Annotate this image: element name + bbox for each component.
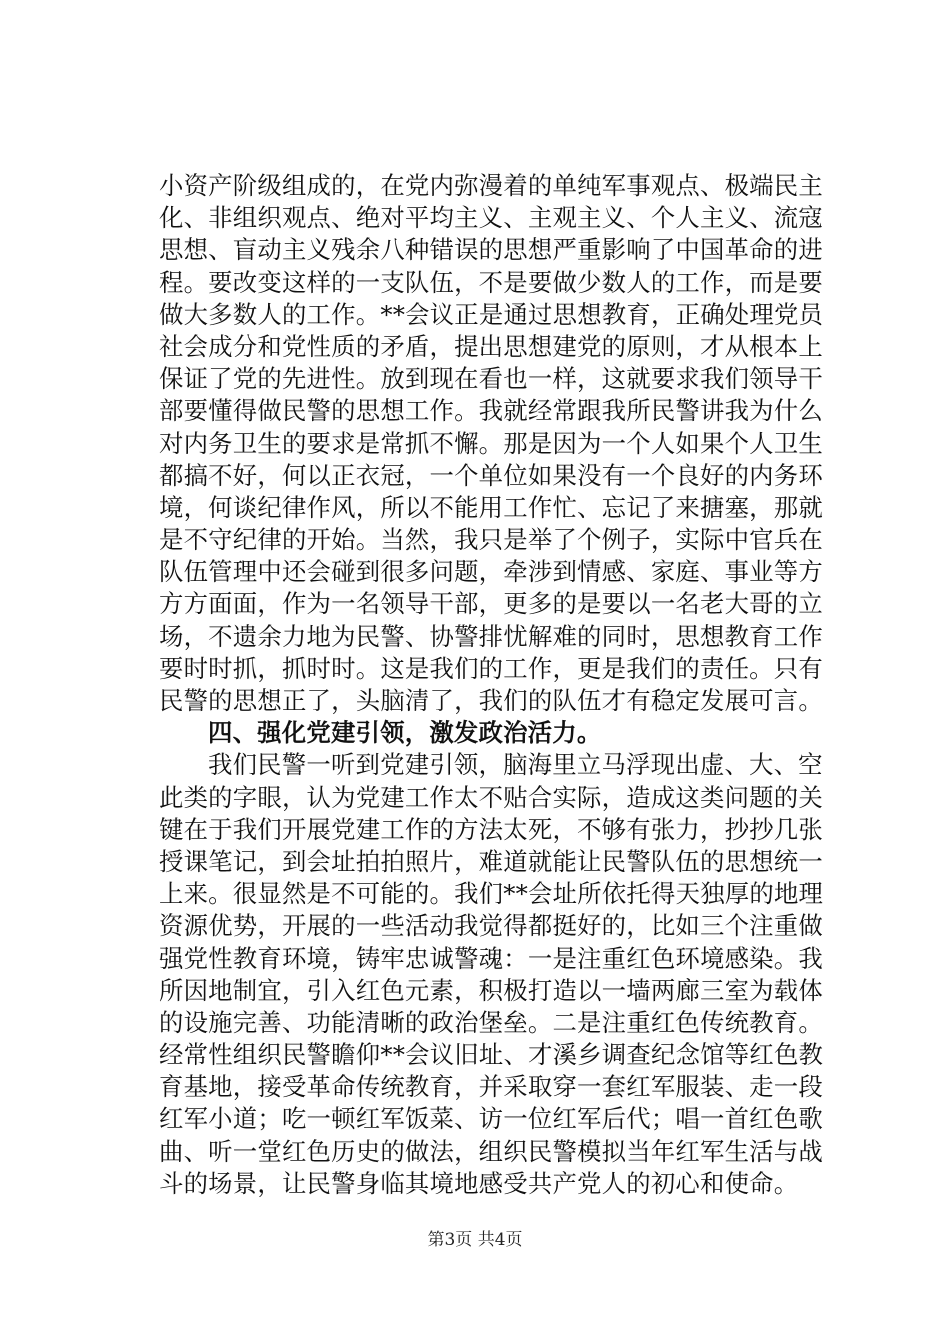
body-line: 强党性教育环境，铸牢忠诚警魂：一是注重红色环境感染。我 <box>159 943 823 973</box>
body-line: 队伍管理中还会碰到很多问题，牵涉到情感、家庭、事业等方 <box>159 557 823 587</box>
body-line: 育基地，接受革命传统教育，并采取穿一套红军服装、走一段 <box>159 1072 823 1102</box>
body-line: 境，何谈纪律作风，所以不能用工作忙、忘记了来搪塞，那就 <box>159 492 823 522</box>
body-line: 授课笔记，到会址拍拍照片，难道就能让民警队伍的思想统一 <box>159 846 823 876</box>
page-footer: 第3页 共4页 <box>427 1230 523 1250</box>
body-line: 小资产阶级组成的，在党内弥漫着的单纯军事观点、极端民主 <box>159 171 823 200</box>
body-line: 民警的思想正了，头脑清了，我们的队伍才有稳定发展可言。 <box>159 686 823 715</box>
body-line: 对内务卫生的要求是常抓不懈。那是因为一个人如果个人卫生 <box>159 428 823 458</box>
body-line: 此类的字眼，认为党建工作太不贴合实际，造成这类问题的关 <box>159 782 823 812</box>
body-line: 键在于我们开展党建工作的方法太死，不够有张力，抄抄几张 <box>159 814 823 844</box>
body-line: 曲、听一堂红色历史的做法，组织民警模拟当年红军生活与战 <box>159 1136 823 1166</box>
body-line: 思想、盲动主义残余八种错误的思想严重影响了中国革命的进 <box>159 235 823 265</box>
body-line: 红军小道；吃一顿红军饭菜、访一位红军后代；唱一首红色歌 <box>159 1104 823 1134</box>
body-line: 都搞不好，何以正衣冠，一个单位如果没有一个良好的内务环 <box>159 460 823 490</box>
document-body <box>159 170 824 1200</box>
body-line: 社会成分和党性质的矛盾，提出思想建党的原则，才从根本上 <box>159 331 823 361</box>
body-line: 场，不遗余力地为民警、协警排忧解难的同时，思想教育工作 <box>159 621 823 651</box>
body-line: 程。要改变这样的一支队伍，不是要做少数人的工作，而是要 <box>159 267 823 297</box>
body-line: 所因地制宜，引入红色元素，积极打造以一墙两廊三室为载体 <box>159 975 823 1005</box>
body-line: 做大多数人的工作。**会议正是通过思想教育，正确处理党员 <box>159 299 824 329</box>
body-line: 化、非组织观点、绝对平均主义、主观主义、个人主义、流寇 <box>159 203 823 233</box>
body-line: 我们民警一听到党建引领，脑海里立马浮现出虚、大、空 <box>208 750 823 780</box>
body-line: 要时时抓，抓时时。这是我们的工作，更是我们的责任。只有 <box>159 653 823 683</box>
section-heading: 四、强化党建引领，激发政治活力。 <box>208 718 602 748</box>
body-line: 的设施完善、功能清晰的政治堡垒。二是注重红色传统教育。 <box>159 1007 823 1037</box>
body-line: 上来。很显然是不可能的。我们**会址所依托得天独厚的地理 <box>159 879 824 909</box>
body-line: 是不守纪律的开始。当然，我只是举了个例子，实际中官兵在 <box>159 525 823 555</box>
body-line: 斗的场景，让民警身临其境地感受共产党人的初心和使命。 <box>159 1168 799 1198</box>
body-line: 保证了党的先进性。放到现在看也一样，这就要求我们领导干 <box>159 364 823 394</box>
body-line: 经常性组织民警瞻仰**会议旧址、才溪乡调查纪念馆等红色教 <box>159 1040 824 1070</box>
body-line: 方方面面，作为一名领导干部，更多的是要以一名老大哥的立 <box>159 589 823 619</box>
body-line: 部要懂得做民警的思想工作。我就经常跟我所民警讲我为什么 <box>159 396 823 426</box>
body-line: 资源优势，开展的一些活动我觉得都挺好的，比如三个注重做 <box>159 911 823 941</box>
